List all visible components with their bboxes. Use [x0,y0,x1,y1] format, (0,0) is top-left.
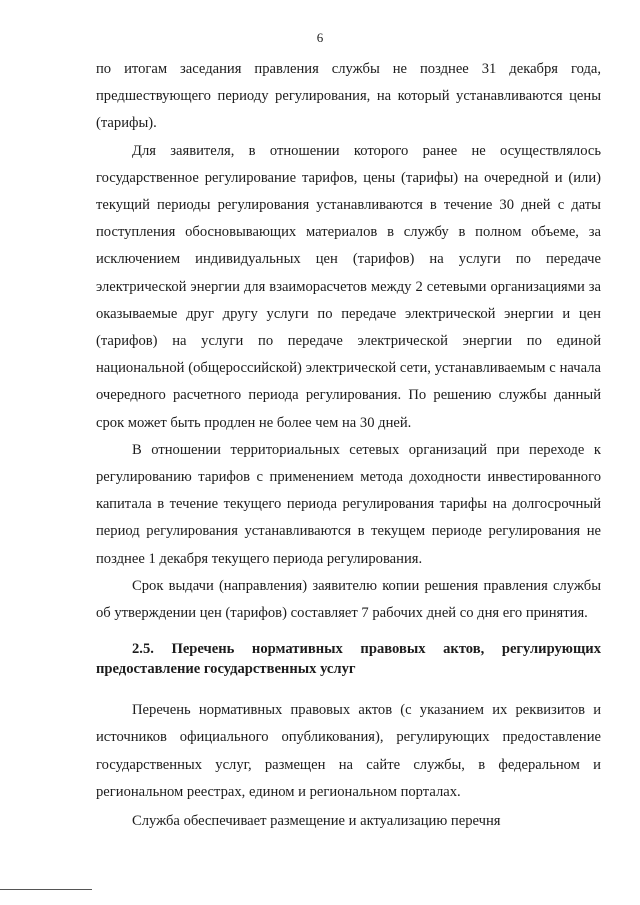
paragraph-decision-copy-term: Срок выдачи (направления) заявителю копии решения правления службы об утверждении цен (тарифов) составляет 7 рабочих дней со дня его принятия. [96,577,601,622]
section-heading: 2.5. Перечень нормативных правовых актов, регулирующих предоставление государственных услуг [96,641,601,678]
footnote-separator [0,889,92,890]
document-body [96,56,601,835]
paragraph-service-publication: Служба обеспечивает размещение и актуализацию перечня [132,813,501,830]
page-number: 6 [316,30,324,45]
paragraph-continuation: по итогам заседания правления службы не позднее 31 декабря года, предшествующего периоду регулирования, на который устанавливаются цены (тарифы). [96,61,601,132]
paragraph-new-applicant-term: Для заявителя, в отношении которого ранее не осуществлялось государственное регулирование тарифов, цены (тарифы) на очередной и (или) текущий периоды регулирования устанавливаются в течение 30 дней с даты поступления обосновывающих материалов в службу в полном объеме, за исключением индивидуальных цен (тарифов) на услуги по передаче электрической энергии для взаиморасчетов между 2 сетевыми организациями за оказываемые друг другу услуги по передаче электрической энергии и цен (тарифов) на услуги по передаче электрической энергии по единой национальной (общероссийской) электрической сети, устанавливаемым с начала очередного расчетного периода регулирования. По решению службы данный срок может быть продлен не более чем на 30 дней. [96,142,601,431]
paragraph-territorial-grid-orgs: В отношении территориальных сетевых организаций при переходе к регулированию тарифов с применением метода доходности инвестированного капитала в течение текущего периода регулирования тарифы на долгосрочный период регулирования устанавливаются в текущем периоде регулирования не позднее 1 декабря текущего периода регулирования. [96,441,601,567]
paragraph-legal-acts-list: Перечень нормативных правовых актов (с указанием их реквизитов и источников официального опубликования), регулирующих предоставление государственных услуг, размещен на сайте службы, в федеральном и региональном реестрах, едином и региональном порталах. [96,702,601,800]
